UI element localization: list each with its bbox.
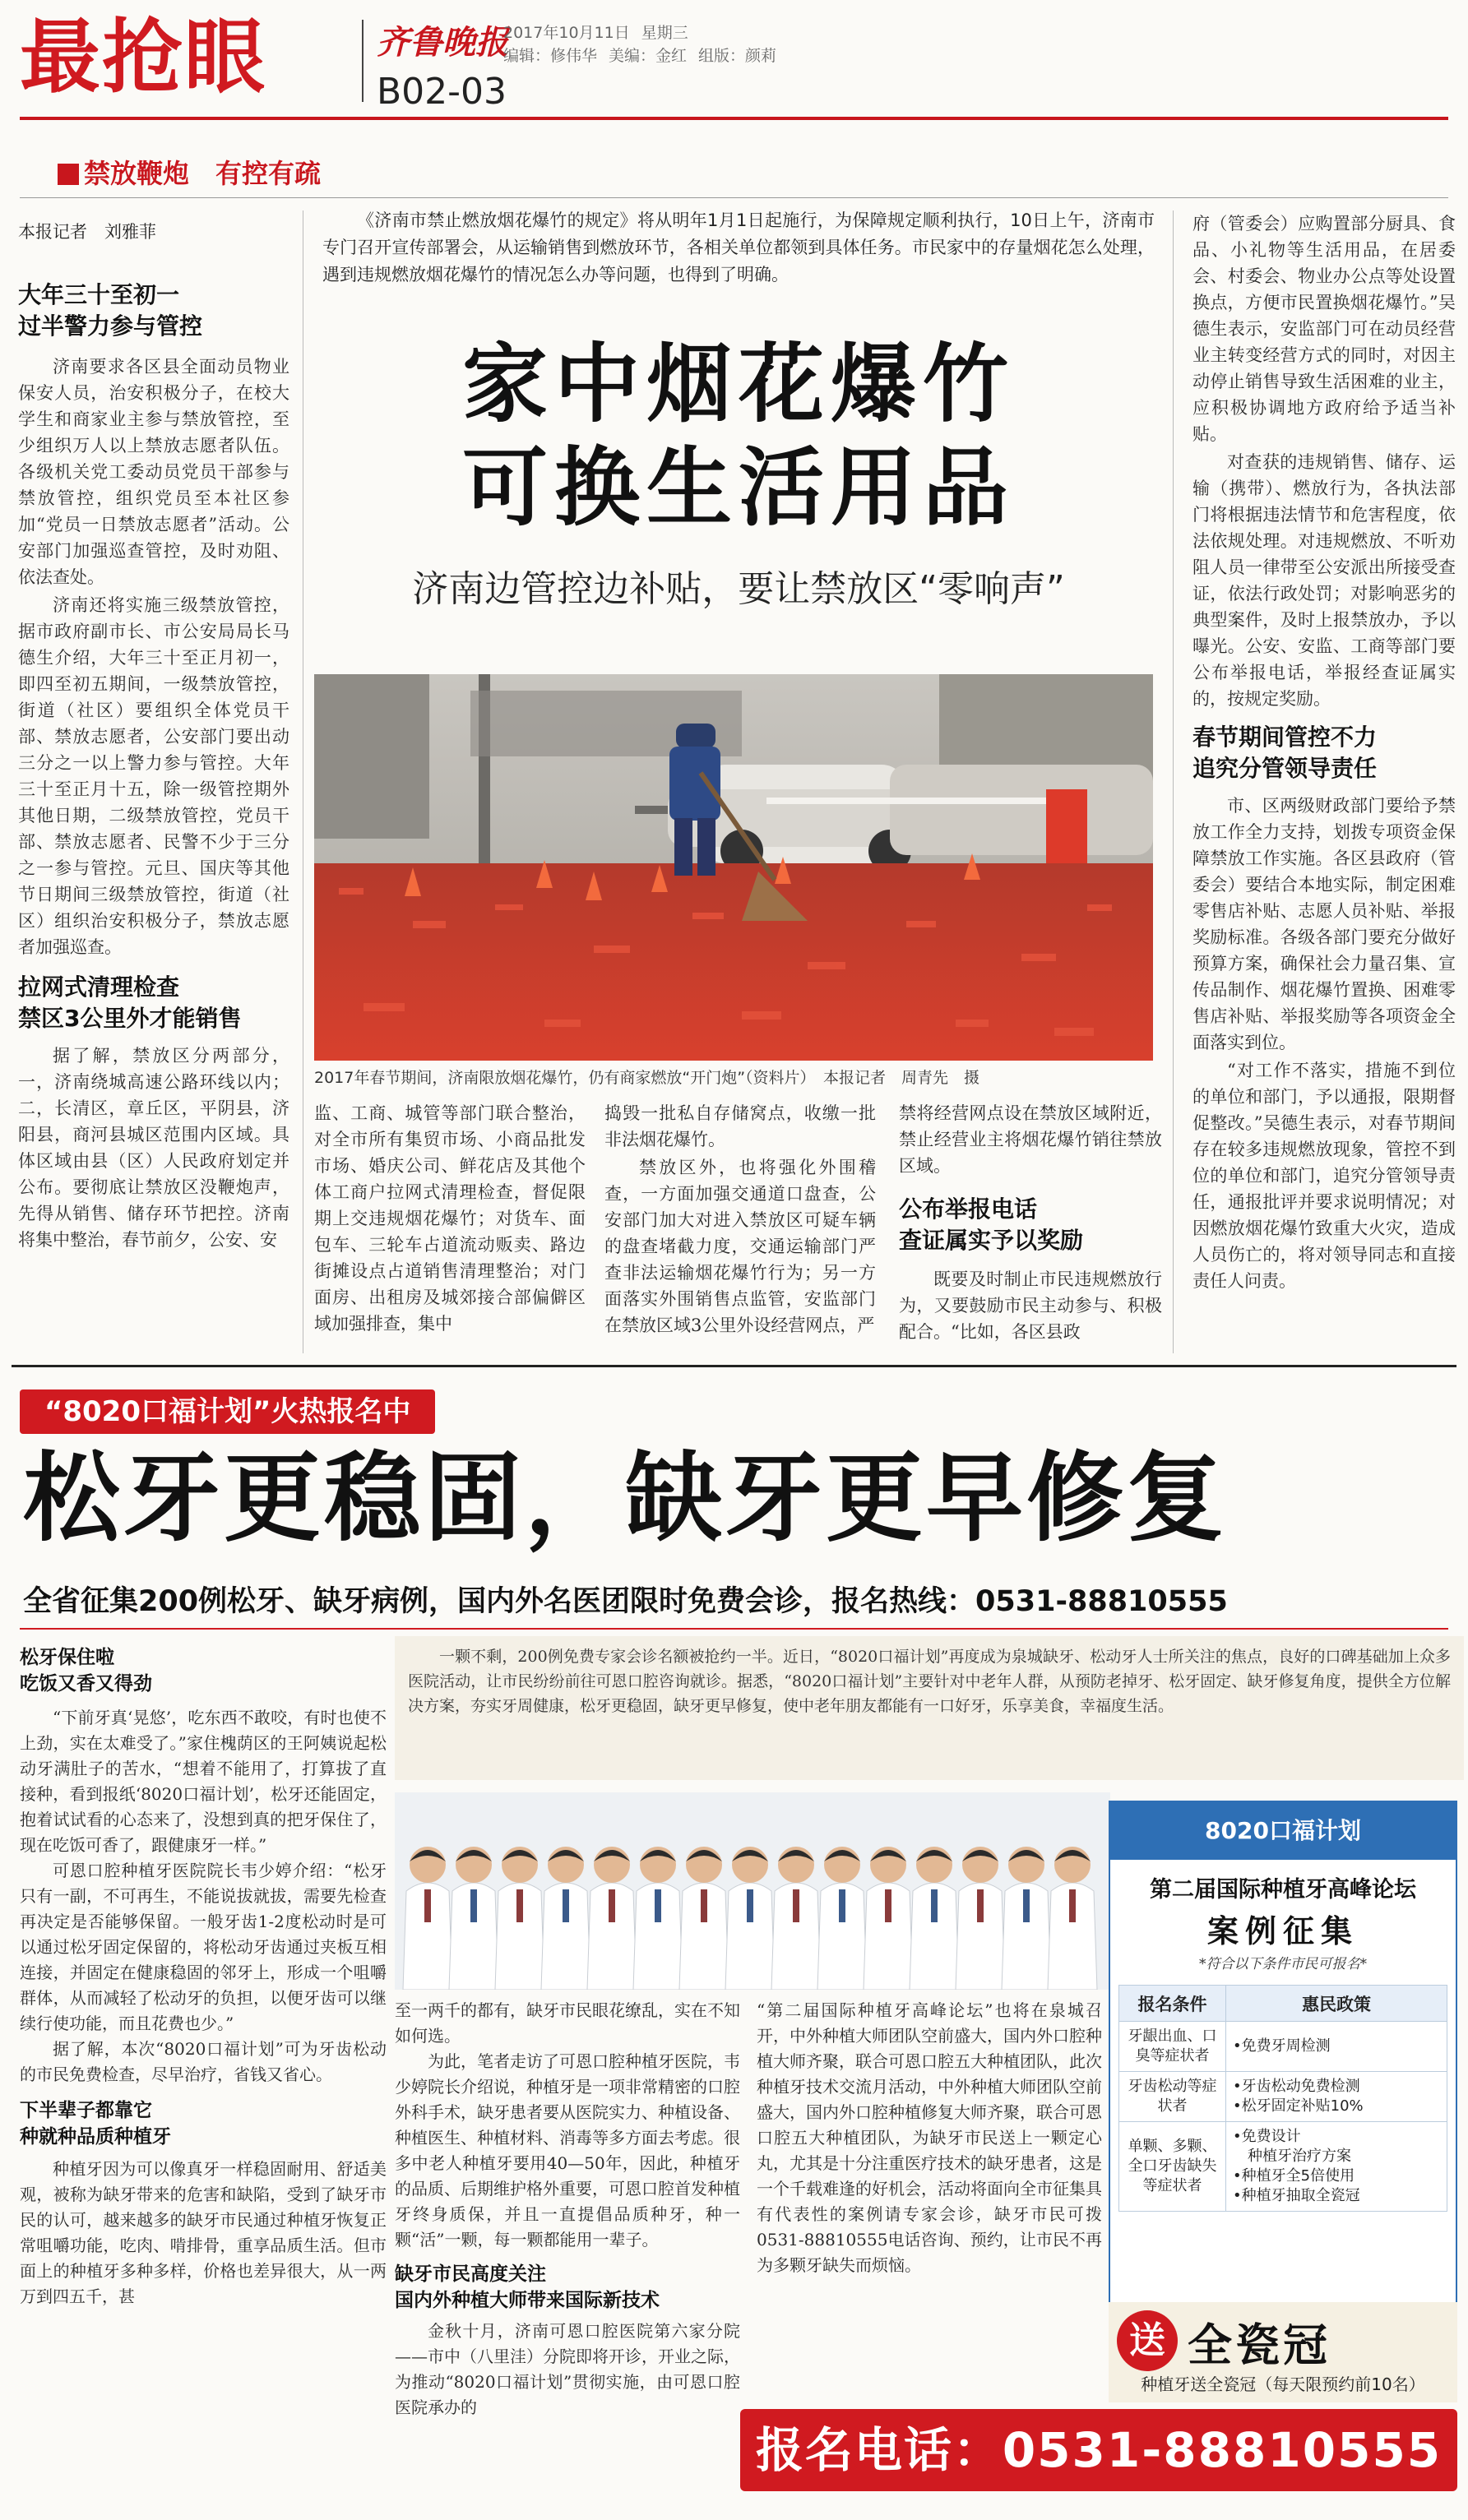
- doctor-figure: [864, 1847, 913, 1990]
- paragraph: 据了解，本次“8020口福计划”可为牙齿松动的市民免费检查，尽早治疗，省钱又省心。: [20, 2039, 387, 2084]
- advert-column: [395, 1998, 740, 2421]
- advert-intro: 一颗不剩，200例免费专家会诊名额被抢约一半。近日，“8020口福计划”再度成为泉城缺牙、松动牙人士所关注的焦点，良好的口碑基础加上众多医院活动，让市民纷纷前往可恩口腔咨询就诊。据悉，“8020口福计划”主要针对中老年人群，从预防老掉牙、松牙固定、缺牙修复角度，提供全方位解决方案，夯实牙周健康，松牙更稳固，缺牙更早修复，使中老年朋友都能有一口好牙，乐享美食，幸福度生活。: [395, 1636, 1464, 1780]
- subheading: [18, 972, 289, 1034]
- paragraph: 禁将经营网点设在禁放区域附近，禁止经营业主将烟花爆竹销往禁放区域。: [899, 1103, 1162, 1176]
- doctor-figure: [817, 1847, 867, 1990]
- subheading-line: 大年三十至初一: [18, 281, 180, 308]
- article-column-left: [18, 280, 289, 1255]
- doctor-figure: [495, 1847, 544, 1990]
- subheading: [899, 1194, 1162, 1256]
- doctor-figure: [1002, 1847, 1051, 1990]
- paragraph: 金秋十月，济南可恩口腔医院第六家分院——市中（八里洼）分院即将开诊，开业之际，为推动“8020口福计划”贯彻实施，由可恩口腔医院承办的: [395, 2321, 740, 2417]
- advert-subheading: [20, 2097, 387, 2150]
- paragraph: 捣毁一批私自存储窝点，收缴一批非法烟花爆竹。: [604, 1103, 876, 1149]
- table-row: [1119, 2122, 1447, 2212]
- advert-column-left: [20, 1644, 387, 2310]
- subheading-line: 吃饭又香又得劲: [20, 1673, 152, 1695]
- editor-credit: 编辑：修伟华: [503, 47, 598, 65]
- policy-item: 种植牙治疗方案: [1233, 2148, 1351, 2165]
- advert-tag: “8020口福计划”火热报名中: [20, 1389, 435, 1434]
- paragraph: 种植牙因为可以像真牙一样稳固耐用、舒适美观，被称为缺牙带来的危害和缺陷，受到了缺牙市民的认可，越来越多的缺牙市民通过种植牙恢复正常咀嚼功能，吃肉、啃排骨，重享品质生活。但市面上的种植牙多种多样，价格也差异很大，从一两万到四五千，甚: [20, 2159, 387, 2306]
- paragraph: 可恩口腔种植牙医院院长韦少婷介绍：“松牙只有一副，不可再生，不能说拔就拔，需要先检查再决定是否能够保留。一般牙齿1-2度松动时是可以通过松牙固定保留的，将松动牙齿通过夹板互相连接，并固定在健康稳固的邻牙上，形成一个咀嚼群体，从而减轻了松动牙的负担，以便牙齿可以继续行使功能，而且花费也少。”: [20, 1861, 387, 2033]
- doctor-figure: [956, 1847, 1005, 1990]
- headline-line: 家中烟花爆竹: [461, 334, 1015, 434]
- subheading-line: 国内外种植大师带来国际新技术: [395, 2290, 660, 2311]
- doctor-figure: [771, 1847, 821, 1990]
- subheading-line: 春节期间管控不力: [1192, 724, 1378, 751]
- paragraph-group: [18, 1043, 289, 1253]
- paragraph: 禁放区外，也将强化外围稽查，一方面加强交通道口盘查，公安部门加大对进入禁放区可疑车辆的盘查堵截力度，交通运输部门严查非法运输烟花爆竹行为；另一方面落实外围销售点监管，安监部门在禁放区域3公里外设经营网点，严: [604, 1158, 876, 1335]
- paragraph: 据了解，禁放区分两部分，一，济南绕城高速公路环线以内；二，长清区，章丘区，平阴县，济阳县，商河县城区范围内区域。具体区域由县（区）人民政府划定并公布。要彻底让禁放区没鞭炮声，先得从销售、储存环节把控。济南将集中整治，春节前夕，公安、安: [18, 1046, 289, 1250]
- advert-column: [757, 1998, 1102, 2278]
- doctor-figure: [1048, 1847, 1097, 1990]
- masthead-meta: [503, 21, 788, 67]
- section-square-icon: [58, 164, 79, 185]
- headline: [322, 332, 1155, 539]
- photo-caption: 2017年春节期间，济南限放烟花爆竹，仍有商家燃放“开门炮”（资料片） 本报记者 周青先 摄: [314, 1069, 980, 1087]
- paragraph: 为此，笔者走访了可恩口腔种植牙医院，韦少婷院长介绍说，种植牙是一项非常精密的口腔外科手术，缺牙患者要从医院实力、种植设备、种植医生、种植材料、消毒等多方面去考虑。很多中老人种植牙要用40—50年，因此，种植牙的品质、后期维护格外重要，可恩口腔首发种植牙终身质保，并且一直提倡品质种牙，种一颗“活”一颗，每一颗都能用一辈子。: [395, 2051, 740, 2250]
- policy-item: •免费牙周检测: [1233, 2037, 1331, 2055]
- article-column: [604, 1100, 876, 1340]
- doctor-figure: [679, 1847, 729, 1990]
- subheading: [18, 280, 289, 342]
- paragraph: “第二届国际种植牙高峰论坛”也将在泉城召开，中外种植大师团队空前盛大，国内外口腔种植大师齐聚，联合可恩口腔五大种植团队，此次种植牙技术交流月活动，中外种植大师团队空前盛大，国内外口腔种植修复大师齐聚，联合可恩口腔五大种植团队，为缺牙市民送上一颗定心丸，尤其是十分注重医疗技术的缺牙患者，这是一个千载难逢的好机会，活动将面向全市征集具有代表性的案例请专家会诊，缺牙市民可拨0531-88810555电话咨询、预约，让市民不再为多颗牙缺失而烦恼。: [757, 2000, 1102, 2275]
- paragraph: 至一两千的都有，缺牙市民眼花缭乱，实在不知如何选。: [395, 2000, 740, 2046]
- doctor-figure: [449, 1847, 498, 1990]
- paragraph: 市、区两级财政部门要给予禁放工作全力支持，划拨专项资金保障禁放工作实施。各区县政府（管委会）要结合本地实际，制定困难零售店补贴、志愿人员补贴、举报奖励标准。各级各部门要充分做好预算方案，确保社会力量召集、宣传品制作、烟花爆竹置换、困难零售店补贴、举报奖励等各项资金全面落实到位。: [1192, 796, 1456, 1052]
- panel-header: 8020口福计划: [1110, 1802, 1456, 1860]
- policy-cell: [1226, 2072, 1447, 2122]
- doctor-figure: [633, 1847, 683, 1990]
- paragraph: 济南要求各区县全面动员物业保安人员，治安积极分子，在校大学生和商家业主参与禁放管控，至少组织万人以上禁放志愿者队伍。各级机关党工委动员党员干部参与禁放管控，组织党员至本社区参加“党员一日禁放志愿者”活动。公安部门加强巡查管控，及时劝阻、依法查处。: [18, 357, 289, 587]
- issue-date: 2017年10月11日: [503, 24, 630, 42]
- issue-weekday: 星期三: [641, 24, 688, 42]
- advert-divider: [12, 1365, 1456, 1367]
- table-header-policy: 惠民政策: [1226, 1986, 1447, 2022]
- paragraph: 既要及时制止市民违规燃放行为，又要鼓励市民主动参与、积极配合。“比如，各区县政: [899, 1269, 1162, 1342]
- condition-cell: 牙龈出血、口臭等症状者: [1119, 2022, 1226, 2072]
- news-photo: [314, 674, 1153, 1061]
- panel-case-title: 案例征集: [1206, 1913, 1359, 1949]
- policy-item: •松牙固定补贴10%: [1233, 2097, 1364, 2115]
- eligibility-table: [1118, 1985, 1447, 2212]
- art-credit: 美编：金红: [609, 47, 688, 65]
- gift-banner: [1109, 2302, 1457, 2402]
- subheading-line: 松牙保住啦: [20, 1647, 114, 1668]
- advert-rule: [20, 1628, 1448, 1630]
- doctor-group-photo: [395, 1792, 1110, 1990]
- subheading-line: 查证属实予以奖励: [899, 1227, 1084, 1254]
- subheading-line: 公布举报电话: [899, 1195, 1038, 1223]
- gift-badge: 送: [1117, 2310, 1178, 2371]
- paragraph-group: [18, 354, 289, 960]
- subheading: [1192, 722, 1456, 784]
- condition-cell: 牙齿松动等症状者: [1119, 2072, 1226, 2122]
- headline-line: 可换生活用品: [461, 437, 1015, 538]
- masthead-divider: [362, 20, 364, 102]
- column-divider: [1173, 210, 1174, 1353]
- article-column: [899, 1100, 1162, 1347]
- advert-subheading: [395, 2261, 740, 2314]
- registration-phone-banner: 报名电话：0531-88810555: [740, 2409, 1457, 2491]
- page-number: B02-03: [377, 71, 507, 113]
- panel-forum-title: 第二届国际种植牙高峰论坛: [1150, 1877, 1416, 1903]
- case-collection-panel: [1109, 1801, 1457, 2306]
- policy-cell: [1226, 2022, 1447, 2072]
- subheading-line: 过半警力参与管控: [18, 312, 203, 340]
- paragraph: 济南还将实施三级禁放管控，据市政府副市长、市公安局局长马德生介绍，大年三十至正月初一，即四至初五期间，一级禁放管控，街道（社区）要组织全体党员干部、禁放志愿者，公安部门要出动三分之一以上警力参与管控。大年三十至正月十五，除一级管控期外其他日期，二级禁放管控，党员干部、禁放志愿者、民警不少于三分之一参与管控。元旦、国庆等其他节日期间三级禁放管控，街道（社区）组织治安积极分子，禁放志愿者加强巡查。: [18, 595, 289, 957]
- table-header-condition: 报名条件: [1119, 1986, 1226, 2022]
- section-heading-text: 禁放鞭炮 有控有疏: [84, 158, 322, 189]
- policy-item: •种植牙全5倍使用: [1233, 2167, 1355, 2185]
- paragraph: “对工作不落实，措施不到位的单位和部门，予以通报，限期督促整改。”吴德生表示，对春节期间存在较多违规燃放现象，管控不到位的单位和部门，追究分管领导责任，通报批评并要求说明情况；对因燃放烟花爆竹致重大火灾，造成人员伤亡的，将对领导同志和直接责任人问责。: [1192, 1061, 1456, 1291]
- paragraph: 对查获的违规销售、储存、运输（携带）、燃放行为，各执法部门将根据违法情节和危害程度，依法依规处理。对违规燃放、不听劝阻人员一律带至公安派出所接受查证，依法行政处罚；对影响恶劣的典型案件，及时上报禁放办，予以曝光。公安、安监、工商等部门要公布举报电话，举报经查证属实的，按规定奖励。: [1192, 452, 1456, 709]
- advert-subtitle: 全省征集200例松牙、缺牙病例，国内外名医团限时免费会诊，报名热线：0531-88810555: [23, 1585, 1228, 1618]
- street-firecracker-scene: [314, 674, 1153, 1061]
- paragraph: 监、工商、城管等部门联合整治，对全市所有集贸市场、小商品批发市场、婚庆公司、鲜花店及其他个体工商户拉网式清理检查，督促限期上交违规烟花爆竹；对货车、面包车、三轮车占道流动贩卖、路边街摊设点占道销售清理整治；对门面房、出租房及城郊接合部偏僻区域加强排查，集中: [314, 1103, 586, 1334]
- doctor-figure: [725, 1847, 775, 1990]
- section-rule: [20, 197, 1448, 198]
- article-lede: 《济南市禁止燃放烟花爆竹的规定》将从明年1月1日起施行，为保障规定顺利执行，10日上午，济南市专门召开宣传部署会，从运输销售到燃放环节，各相关单位都领到具体任务。市民家中的存量烟花怎么处理，遇到违规燃放烟花爆竹的情况怎么办等问题，也得到了明确。: [322, 210, 1155, 284]
- doctor-figure: [403, 1847, 452, 1990]
- layout-credit: 组版：颜莉: [698, 47, 777, 65]
- condition-cell: 单颗、多颗、全口牙齿缺失等症状者: [1119, 2122, 1226, 2212]
- policy-cell: [1226, 2122, 1447, 2212]
- article-column-right: [1192, 210, 1456, 1296]
- policy-item: •免费设计: [1233, 2128, 1301, 2145]
- newspaper-logo: 齐鲁晚报: [377, 23, 508, 62]
- doctor-figure: [587, 1847, 637, 1990]
- policy-item: •种植牙抽取全瓷冠: [1233, 2187, 1360, 2204]
- subheading-line: 禁区3公里外才能销售: [18, 1005, 242, 1032]
- article-column: [314, 1100, 586, 1339]
- section-heading: [58, 153, 321, 191]
- doctor-figure: [910, 1847, 959, 1990]
- subheading-line: 追究分管领导责任: [1192, 755, 1378, 782]
- advert-subheading: [20, 1644, 387, 1697]
- subheading-line: 缺牙市民高度关注: [395, 2263, 546, 2285]
- doctor-figure: [541, 1847, 590, 1990]
- subheading-line: 拉网式清理检查: [18, 973, 180, 1001]
- table-row: [1119, 2072, 1447, 2122]
- byline: 本报记者 刘雅菲: [18, 222, 156, 242]
- subheading-line: 下半辈子都靠它: [20, 2100, 152, 2121]
- gift-title: 全瓷冠: [1188, 2319, 1331, 2371]
- page-title: 最抢眼: [20, 11, 267, 104]
- doctors-illustration: [395, 1792, 1110, 1990]
- gift-note: 种植牙送全瓷冠（每天限预约前10名）: [1141, 2374, 1425, 2394]
- masthead-rule: [20, 117, 1448, 120]
- table-row: [1119, 2022, 1447, 2072]
- paragraph: “下前牙真‘晃悠’，吃东西不敢咬，有时也使不上劲，实在太难受了。”家住槐荫区的王阿姨说起松动牙满肚子的苦水，“想着不能用了，打算拔了直接种，看到报纸‘8020口福计划’，松牙还能固定，抱着试试看的心态来了，没想到真的把牙保住了，现在吃饭可香了，跟健康牙一样。”: [20, 1708, 387, 1855]
- advert-title: 松牙更稳固，缺牙更早修复: [23, 1441, 1228, 1555]
- policy-item: •牙齿松动免费检测: [1233, 2078, 1360, 2095]
- subheading-line: 种就种品质种植牙: [20, 2126, 171, 2148]
- paragraph: 府（管委会）应购置部分厨具、食品、小礼物等生活用品，在居委会、村委会、物业办公点等处设置换点，方便市民置换烟花爆竹。”吴德生表示，安监部门可在动员经营业主转变经营方式的同时，对因主动停止销售导致生活困难的业主，应积极协调地方政府给予适当补贴。: [1192, 214, 1456, 444]
- headline-subtitle: 济南边管控边补贴，要让禁放区“零响声”: [412, 568, 1065, 610]
- panel-note: *符合以下条件市民可报名*: [1199, 1956, 1367, 1972]
